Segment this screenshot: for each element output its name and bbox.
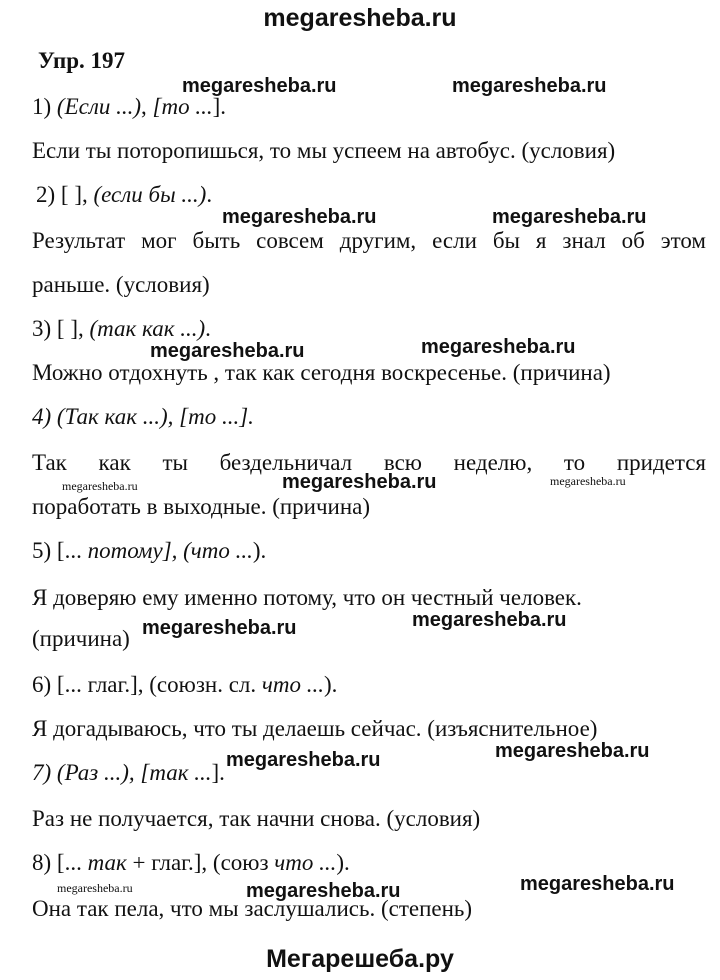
sentence-5-cont: (причина) [32, 626, 130, 651]
watermark: megaresheba.ru [495, 740, 650, 762]
exercise-title: Упр. 197 [38, 48, 126, 73]
watermark: megaresheba.ru [520, 873, 675, 895]
watermark: megaresheba.ru [282, 471, 437, 493]
scheme-text: ]. [212, 94, 227, 119]
scheme-3 [32, 316, 211, 342]
watermark: megaresheba.ru [226, 749, 381, 771]
scheme-text: + глаг.], (союз [126, 850, 275, 875]
scheme-2 [36, 182, 212, 208]
scheme-text: 2) [ ], [36, 182, 94, 207]
watermark: megaresheba.ru [62, 479, 138, 493]
sentence-6: Я догадываюсь, что ты делаешь сейчас. (изъяснительное) [32, 716, 598, 741]
scheme-text: ]. [211, 760, 225, 785]
scheme-text: ). [252, 538, 267, 563]
sentence-7: Раз не получается, так начни снова. (условия) [32, 806, 481, 831]
scheme-8 [32, 850, 350, 876]
scheme-7 [32, 760, 225, 786]
scheme-text: [то ... [152, 94, 213, 119]
sentence-3: Можно отдохнуть , так как сегодня воскресенье. (причина) [32, 360, 611, 385]
scheme-6 [32, 672, 337, 698]
scheme-text: 1) [32, 94, 57, 119]
scheme-text: что ... [261, 672, 324, 697]
scheme-text: (так как ...) [89, 316, 206, 341]
watermark: megaresheba.ru [421, 336, 576, 358]
watermark: megaresheba.ru [150, 340, 305, 362]
scheme-4: 4) (Так как ...), [то ...]. [32, 404, 254, 429]
scheme-text: ). [336, 850, 350, 875]
sentence-2: Результат мог быть совсем другим, если бы я знал об этом [32, 228, 706, 253]
sentence-2-cont: раньше. (условия) [32, 272, 210, 297]
watermark: megaresheba.ru [452, 75, 607, 97]
scheme-text: 3) [ ], [32, 316, 90, 341]
header-site-name: megaresheba.ru [263, 4, 457, 32]
footer-site-name: Мегарешеба.ру [266, 945, 454, 973]
scheme-text: 6) [... глаг.], (союзн. сл. [32, 672, 262, 697]
scheme-text: . [205, 316, 211, 341]
scheme-1 [32, 94, 226, 120]
sentence-5: Я доверяю ему именно потому, что он честный человек. [32, 585, 582, 610]
scheme-text: (Если ...) [56, 94, 142, 119]
sentence-4: Так как ты бездельничал всю неделю, то придется [32, 450, 706, 475]
watermark: megaresheba.ru [246, 880, 401, 902]
watermark: megaresheba.ru [492, 206, 647, 228]
watermark: megaresheba.ru [412, 609, 567, 631]
watermark: megaresheba.ru [222, 206, 377, 228]
scheme-text: 5) [... [32, 538, 88, 563]
scheme-text: потому], (что ... [87, 538, 253, 563]
sentence-1: Если ты поторопишься, то мы успеем на автобус. (условия) [32, 138, 616, 163]
sentence-8: Она так пела, что мы заслушались. (степень) [32, 896, 473, 921]
scheme-text: 8) [... [32, 850, 88, 875]
scheme-text: так [87, 850, 127, 875]
scheme-text: что ... [274, 850, 337, 875]
sentence-4-cont: поработать в выходные. (причина) [32, 494, 371, 519]
watermark: megaresheba.ru [550, 474, 626, 488]
scheme-5 [32, 538, 266, 564]
watermark: megaresheba.ru [142, 617, 297, 639]
watermark: megaresheba.ru [182, 75, 337, 97]
watermark: megaresheba.ru [57, 881, 133, 895]
scheme-text: (если бы ...) [93, 182, 207, 207]
scheme-text: , [141, 94, 153, 119]
scheme-text: 7) (Раз ...), [так ... [32, 760, 212, 785]
scheme-text: . [206, 182, 213, 207]
scheme-text: ). [324, 672, 338, 697]
